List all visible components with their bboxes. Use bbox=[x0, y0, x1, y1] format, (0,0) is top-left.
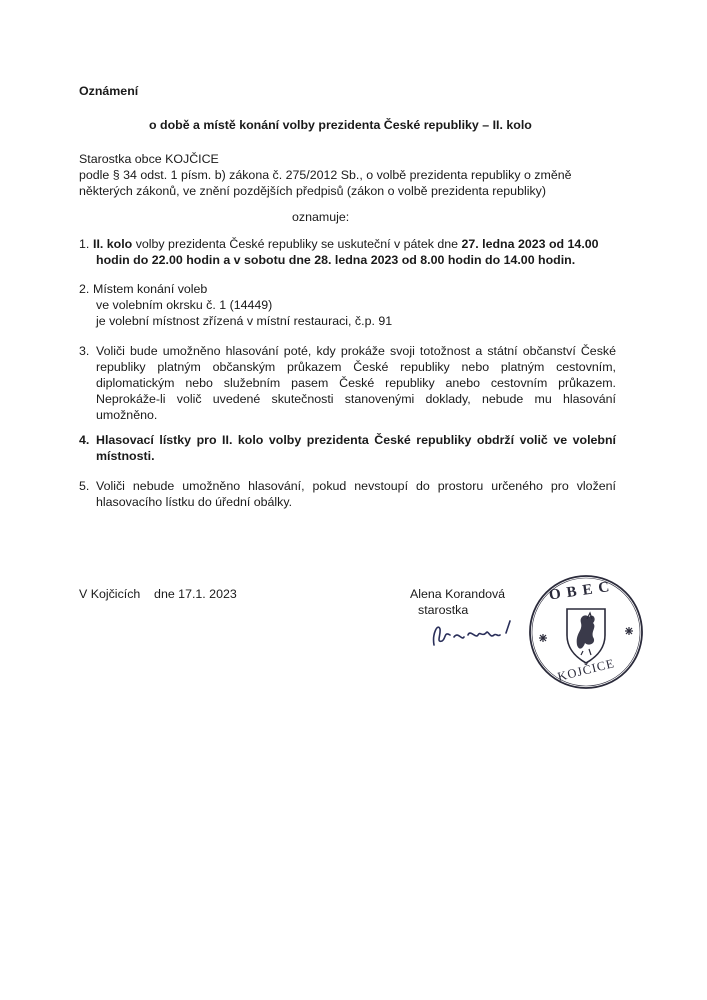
item-4-text: Hlasovací lístky pro II. kolo volby prezidenta České republiky obdrží volič ve volební místnosti. bbox=[96, 433, 616, 463]
signer-name: Alena Korandová bbox=[410, 587, 506, 601]
law-line-1: podle § 34 odst. 1 písm. b) zákona č. 275/2012 Sb., o volbě prezidenta republiky o změně bbox=[79, 168, 572, 182]
item-3-text: Voliči bude umožněno hlasování poté, kdy prokáže svoji totožnost a státní občanství České republiky platným občanským průkazem České republiky nebo platným cestovním, diplomatickým nebo služebním pasem České republiky anebo cestovním průkazem. Neprokáže-li volič uvedené skutečnosti stanovenými doklady, nebude mu hlasování umožněno. bbox=[96, 344, 616, 422]
item-1-bold-a: II. kolo bbox=[93, 237, 133, 251]
item-2-number: 2. bbox=[79, 282, 90, 296]
stamp-top-text: OBEC bbox=[548, 578, 617, 604]
stamp-bottom-text: KOJČICE bbox=[556, 656, 617, 684]
item-2-line-1: Místem konání voleb bbox=[93, 282, 208, 296]
item-2-line-3: je volební místnost zřízená v místní restauraci, č.p. 91 bbox=[96, 314, 393, 328]
municipal-stamp bbox=[527, 573, 645, 691]
signer-role: starostka bbox=[418, 603, 469, 617]
announces: oznamuje: bbox=[292, 210, 350, 224]
item-5-number: 5. bbox=[79, 479, 90, 493]
item-5-text: Voliči nebude umožněno hlasování, pokud nevstoupí do prostoru určeného pro vložení hlasovacího lístku do úřední obálky. bbox=[96, 479, 616, 509]
item-4-number: 4. bbox=[79, 433, 90, 447]
item-1-text-a: volby prezidenta České republiky se uskuteční v pátek dne bbox=[132, 237, 462, 251]
place-date: V Kojčicích dne 17.1. 2023 bbox=[79, 587, 237, 601]
item-3-number: 3. bbox=[79, 344, 90, 358]
item-1-bold-b: 27. ledna 2023 od 14.00 bbox=[461, 237, 599, 251]
item-2-line-2: ve volebním okrsku č. 1 (14449) bbox=[96, 298, 273, 312]
coat-of-arms-lion-icon bbox=[567, 609, 605, 663]
heading: Oznámení bbox=[79, 84, 139, 98]
subtitle: o době a místě konání volby prezidenta České republiky – II. kolo bbox=[149, 118, 532, 132]
item-1-line-2: hodin do 22.00 hodin a v sobotu dne 28. ledna 2023 od 8.00 hodin do 14.00 hodin. bbox=[96, 253, 576, 267]
item-1-line-1 bbox=[93, 236, 599, 252]
law-line-2: některých zákonů, ve znění pozdějších předpisů (zákon o volbě prezidenta republiky) bbox=[79, 184, 546, 198]
handwritten-signature-icon bbox=[428, 615, 528, 655]
mayor-line: Starostka obce KOJČICE bbox=[79, 152, 219, 166]
item-1-number: 1. bbox=[79, 237, 90, 251]
